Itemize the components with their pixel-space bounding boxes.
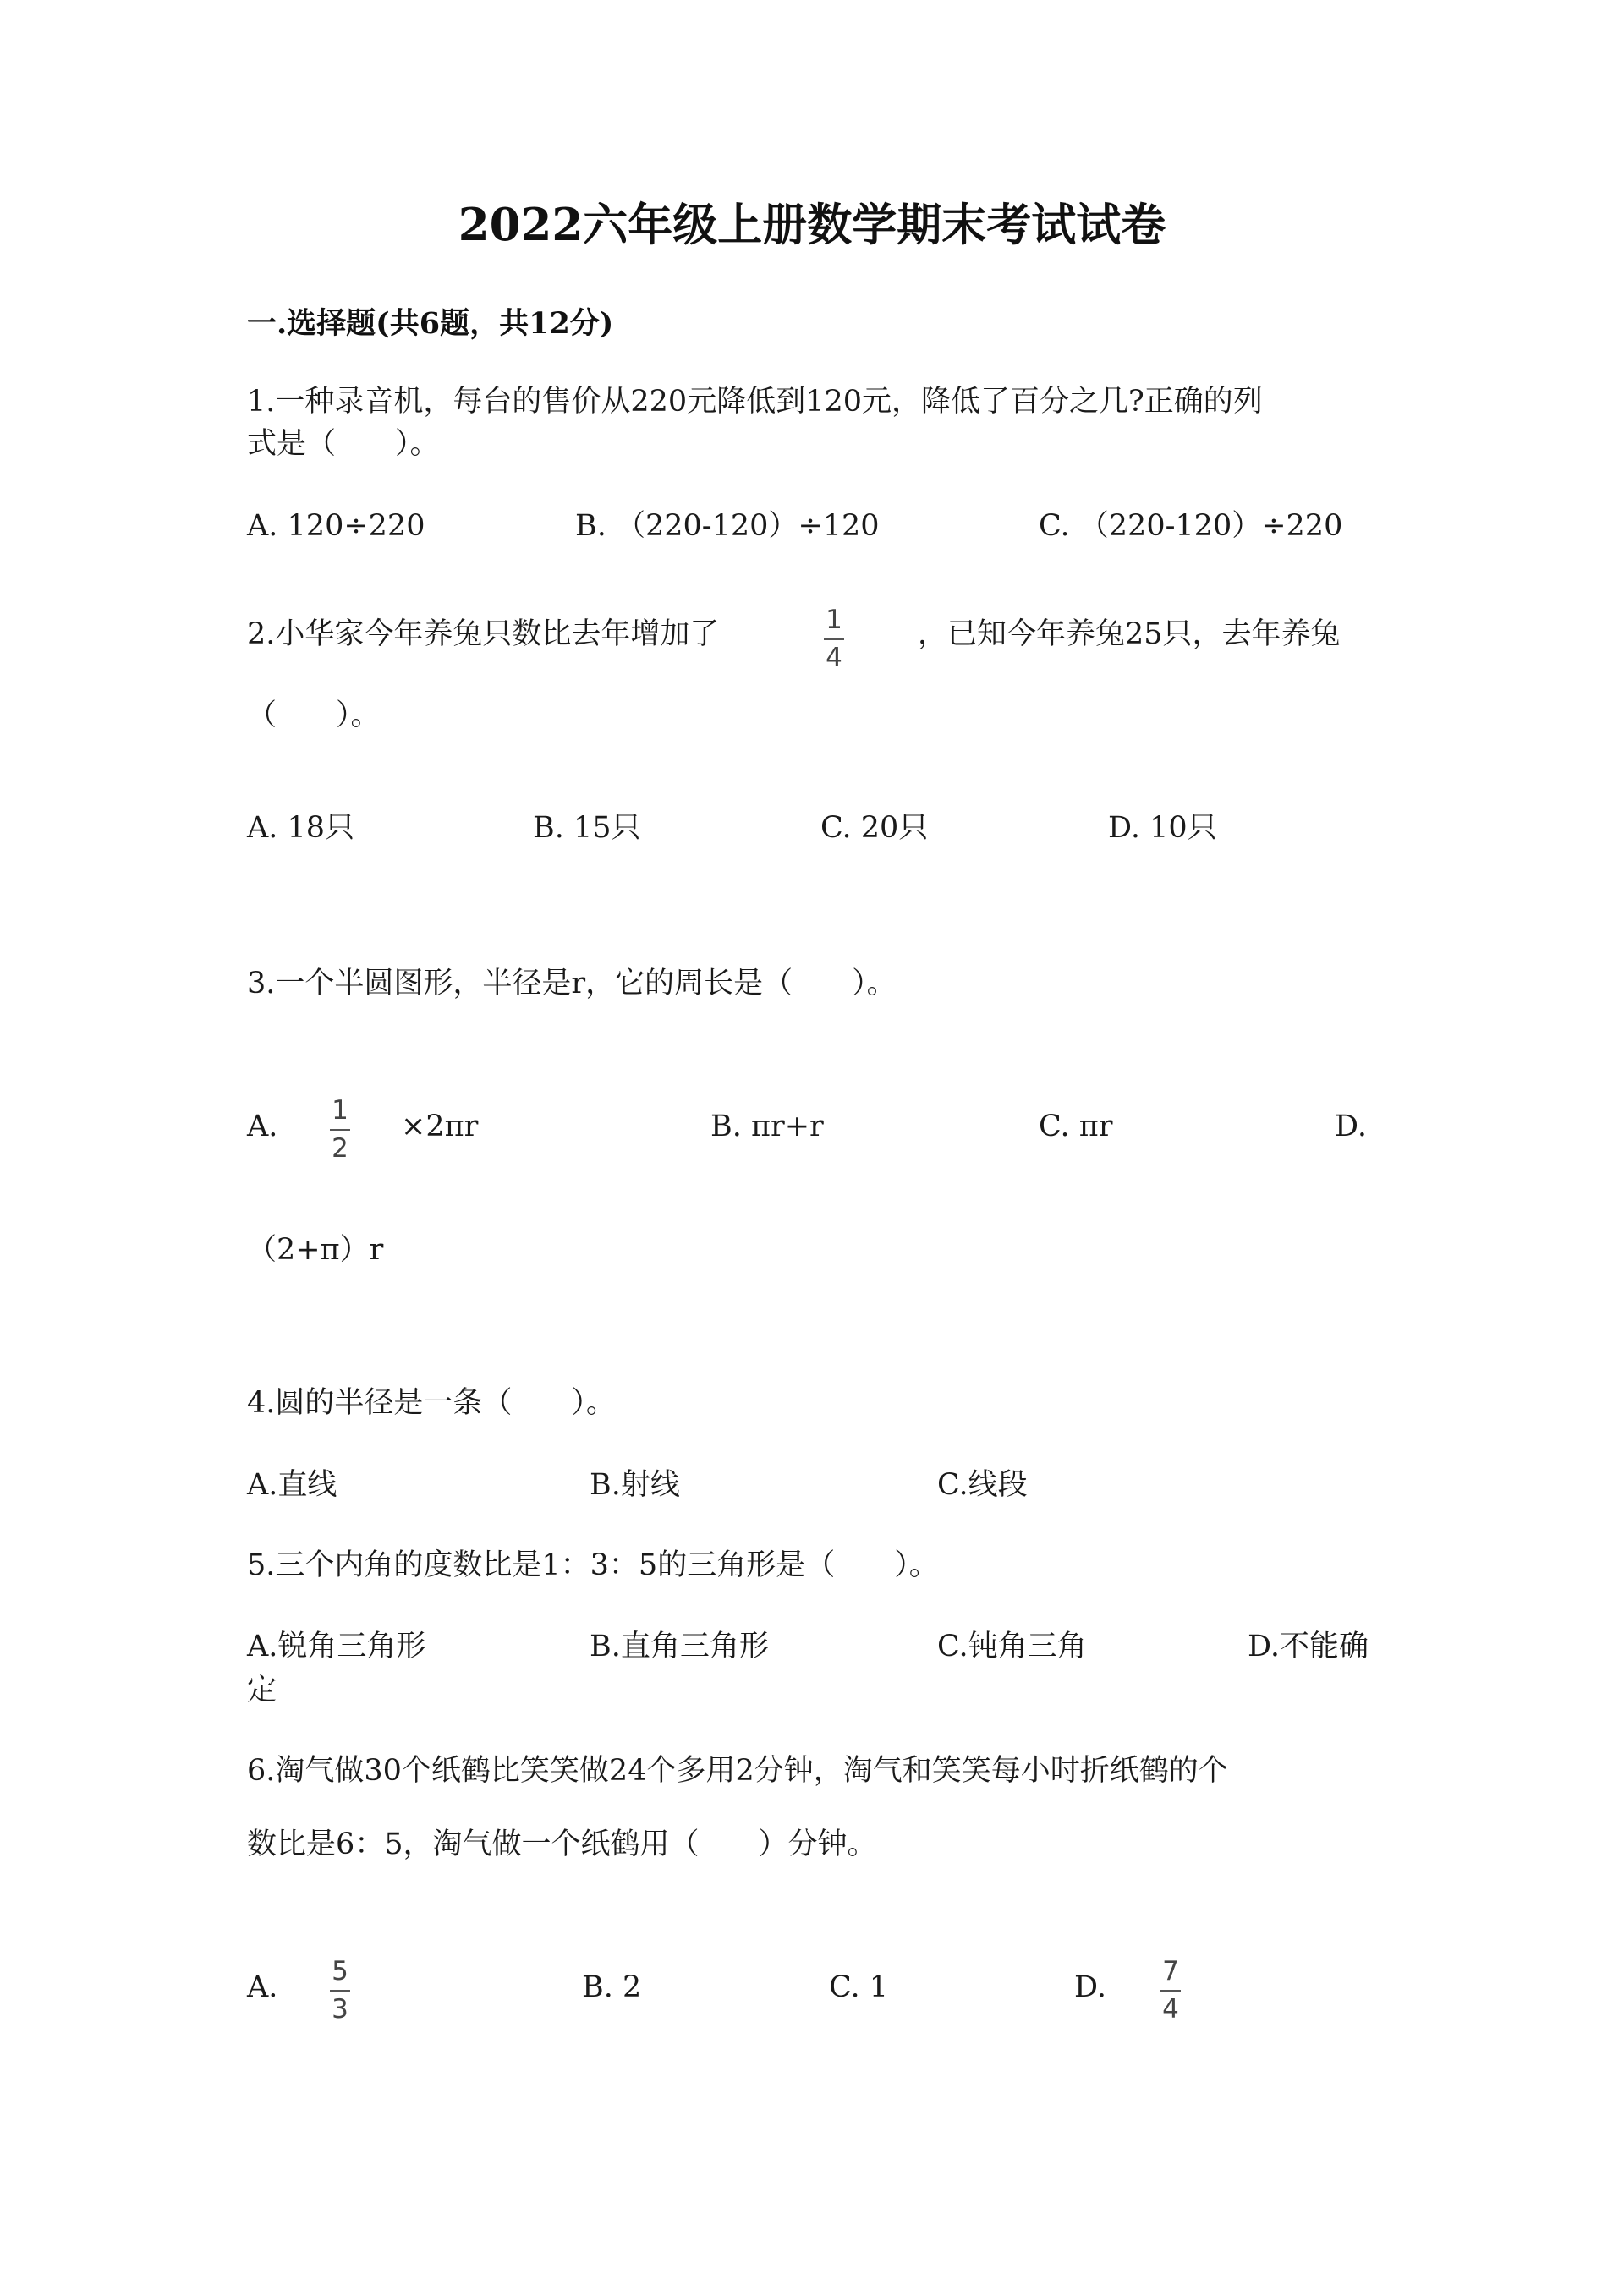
question-1-option-c: C. （220-120）÷220: [1039, 509, 1343, 543]
fraction-bar: [330, 1990, 350, 1992]
fraction-bar: [330, 1129, 350, 1131]
question-6-option-a-label: A.: [247, 1970, 278, 2004]
question-2-text-line1-cont: ，已知今年养兔25只，去年养兔: [918, 617, 1341, 651]
question-5-text: 5.三个内角的度数比是1：3：5的三角形是（ ）。: [247, 1548, 939, 1582]
page-title: 2022六年级上册数学期末考试试卷: [458, 199, 1166, 251]
fraction-bar: [1160, 1990, 1181, 1992]
question-6-text-line1: 6.淘气做30个纸鹤比笑笑做24个多用2分钟，淘气和笑笑每小时折纸鹤的个: [247, 1754, 1228, 1788]
fraction-denominator: 2: [332, 1133, 348, 1164]
fraction-bar: [824, 638, 844, 640]
question-6-option-b: B. 2: [582, 1970, 642, 2004]
question-4-option-c: C.线段: [937, 1468, 1028, 1502]
question-1-text-line2: 式是（ ）。: [247, 427, 440, 461]
question-1-text-line1: 1.一种录音机，每台的售价从220元降低到120元，降低了百分之几?正确的列: [247, 385, 1263, 419]
question-3-option-d-label: D.: [1335, 1110, 1367, 1143]
question-4-option-a: A.直线: [247, 1468, 337, 1502]
question-6-option-d-fraction: [1160, 1956, 1181, 2025]
question-3-option-a-text: ×2πr: [401, 1110, 479, 1143]
question-2-text-line2: （ ）。: [247, 699, 381, 732]
question-3-text: 3.一个半圆图形，半径是r，它的周长是（ ）。: [247, 967, 897, 1000]
question-5-option-c: C.钝角三角: [937, 1630, 1087, 1663]
question-4-text: 4.圆的半径是一条（ ）。: [247, 1386, 616, 1420]
fraction-numerator: 5: [332, 1956, 348, 1986]
question-3-option-b: B. πr+r: [710, 1110, 824, 1143]
question-1-option-b: B. （220-120）÷120: [575, 509, 880, 543]
question-6-text-line2: 数比是6：5，淘气做一个纸鹤用（ ）分钟。: [247, 1827, 877, 1861]
question-4-option-b: B.射线: [590, 1468, 680, 1502]
question-5-option-b: B.直角三角形: [590, 1630, 769, 1663]
question-2-text-line1: 2.小华家今年养兔只数比去年增加了: [247, 617, 720, 651]
question-5-option-d: D.不能确: [1248, 1630, 1369, 1663]
section-heading: 一.选择题(共6题，共12分): [247, 306, 614, 341]
question-1-option-a: A. 120÷220: [247, 509, 425, 543]
question-2-option-b: B. 15只: [533, 811, 641, 845]
question-5-option-d-cont: 定: [247, 1674, 277, 1707]
question-2-option-d: D. 10只: [1108, 811, 1217, 845]
question-2-option-c: C. 20只: [820, 811, 929, 845]
fraction-denominator: 3: [332, 1994, 348, 2025]
question-6-option-a-fraction: [330, 1956, 350, 2025]
question-2-fraction: [824, 607, 844, 671]
question-6-option-d-label: D.: [1074, 1970, 1106, 2004]
fraction-numerator: 7: [1162, 1956, 1179, 1986]
fraction-numerator: 1: [826, 605, 842, 635]
question-3-option-c: C. πr: [1039, 1110, 1113, 1143]
question-3-option-d-text: （2+π）r: [247, 1233, 384, 1267]
fraction-numerator: 1: [332, 1095, 348, 1126]
question-3-option-a-label: A.: [247, 1110, 278, 1143]
question-2-option-a: A. 18只: [247, 811, 355, 845]
fraction-denominator: 4: [826, 643, 842, 673]
question-6-option-c: C. 1: [829, 1970, 889, 2004]
question-3-option-a-fraction: [330, 1095, 350, 1164]
fraction-denominator: 4: [1162, 1994, 1179, 2025]
question-5-option-a: A.锐角三角形: [247, 1630, 426, 1663]
